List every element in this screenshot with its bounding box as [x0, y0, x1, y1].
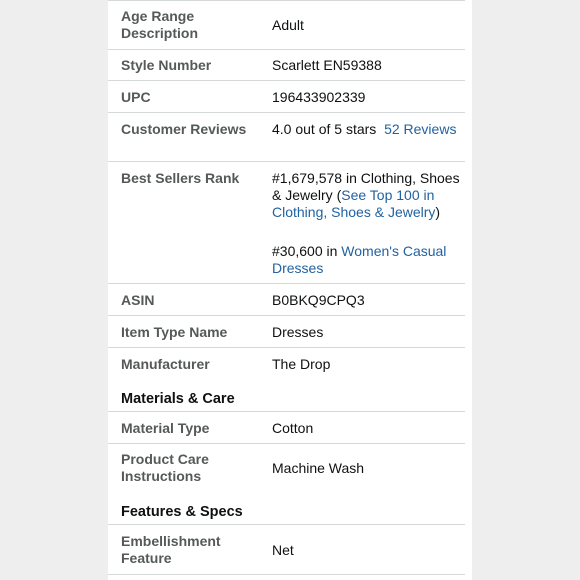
- age-range-value: Adult: [272, 17, 304, 33]
- table-row-asin: [108, 284, 465, 316]
- rank-clothing-text: #1,679,578 in Clothing, Shoes & Jewelry (: [272, 170, 460, 203]
- item-type-value: Dresses: [272, 324, 324, 340]
- material-type-label: Material Type: [121, 420, 210, 436]
- age-range-label: Age Range Description: [121, 8, 199, 41]
- features-specs-section: [108, 494, 465, 525]
- table-row-material-type: [108, 412, 465, 444]
- table-row-upc: [108, 81, 465, 113]
- product-details-panel: [108, 0, 472, 580]
- care-instructions-label: Product Care Instructions: [121, 451, 209, 484]
- embellishment-label: Embellishment Feature: [121, 533, 221, 566]
- best-sellers-rank-label: Best Sellers Rank: [121, 170, 240, 186]
- see-top-100-link[interactable]: See Top 100 in Clothing, Shoes & Jewelry: [272, 187, 436, 220]
- material-type-value: Cotton: [272, 420, 314, 436]
- womens-casual-dresses-link[interactable]: Women's Casual Dresses: [272, 243, 447, 276]
- table-row-manufacturer: [108, 348, 465, 379]
- customer-reviews-label: Customer Reviews: [121, 121, 247, 137]
- table-row-item-type: [108, 316, 465, 348]
- style-number-value: Scarlett EN59388: [272, 57, 382, 73]
- upc-label: UPC: [121, 89, 151, 105]
- customer-reviews-value: [272, 121, 460, 138]
- table-row-customer-reviews: [108, 113, 465, 162]
- style-number-label: Style Number: [121, 57, 212, 73]
- manufacturer-value: The Drop: [272, 356, 331, 372]
- item-type-label: Item Type Name: [121, 324, 228, 340]
- table-row-best-sellers-rank: [108, 162, 465, 284]
- rank-clothing-close: ): [435, 204, 441, 220]
- manufacturer-label: Manufacturer: [121, 356, 210, 372]
- upc-value: 196433902339: [272, 89, 366, 105]
- features-specs-heading: Features & Specs: [121, 504, 243, 520]
- table-row-embellishment: [108, 525, 465, 575]
- table-row-care-instructions: [108, 444, 465, 494]
- table-row-age-range: [108, 0, 465, 50]
- rank-category-text: #30,600 in: [272, 243, 342, 259]
- materials-care-section: [108, 379, 465, 412]
- materials-care-heading: Materials & Care: [121, 391, 235, 407]
- table-row-style-number: [108, 49, 465, 81]
- care-instructions-value: Machine Wash: [272, 460, 365, 476]
- embellishment-value: Net: [272, 542, 294, 558]
- best-sellers-rank-primary: [272, 170, 460, 221]
- asin-label: ASIN: [121, 292, 155, 308]
- star-rating-text: 4.0 out of 5 stars: [272, 121, 377, 137]
- asin-value: B0BKQ9CPQ3: [272, 292, 365, 308]
- reviews-count-link[interactable]: 52 Reviews: [384, 121, 457, 137]
- best-sellers-rank-secondary: [272, 243, 460, 277]
